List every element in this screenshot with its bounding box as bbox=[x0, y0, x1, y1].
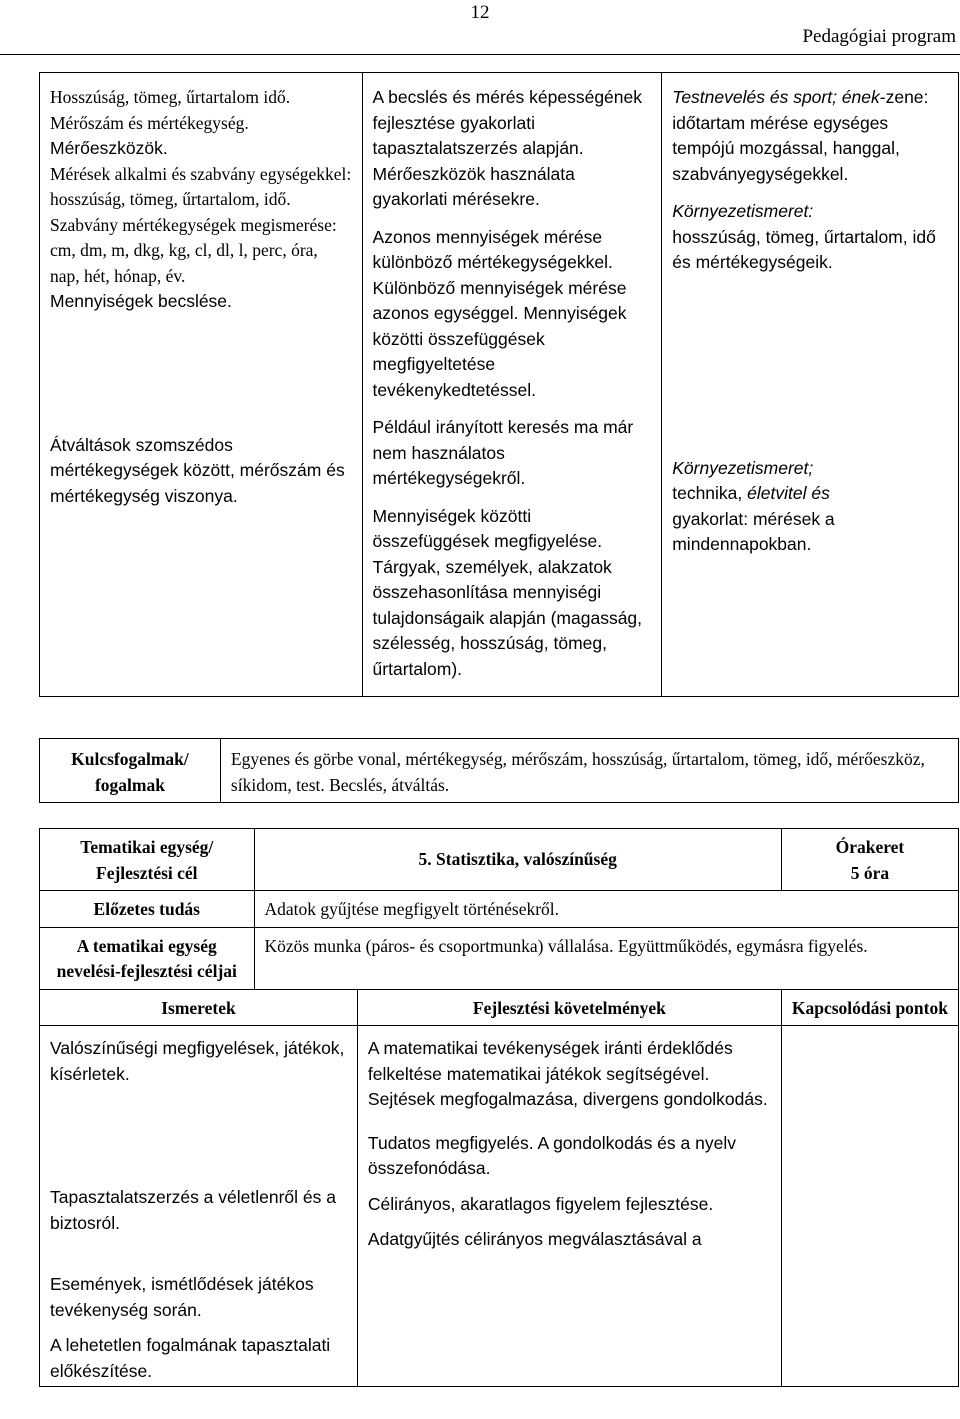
thematic-unit-value: 5. Statisztika, valószínűség bbox=[254, 829, 781, 891]
knowledge-block-1 bbox=[50, 85, 352, 315]
hours-label: Órakeret bbox=[835, 837, 905, 857]
column-header-requirements: Fejlesztési követelmények bbox=[357, 989, 781, 1026]
knowledge-block-2: Átváltások szomszédos mértékegységek között, mérőszám és mértékegység viszonya. bbox=[50, 434, 345, 506]
page-number: 12 bbox=[470, 2, 490, 23]
knowledge-item: Tapasztalatszerzés a véletlenről és a biztosról. bbox=[50, 1187, 336, 1233]
knowledge-line: Mérések alkalmi és szabvány egységekkel: hosszúság, tömeg, űrtartalom, idő. bbox=[50, 163, 352, 209]
knowledge-line: Mennyiségek becslése. bbox=[50, 291, 232, 311]
key-concepts-table bbox=[39, 738, 959, 803]
key-concepts-label: Kulcsfogalmak/ fogalmak bbox=[40, 739, 221, 803]
connection-environment-tech bbox=[672, 456, 948, 558]
header-title: Pedagógiai program bbox=[802, 26, 956, 47]
header-rule bbox=[0, 54, 960, 55]
knowledge-column bbox=[40, 73, 363, 697]
connection-subject: Testnevelés és sport; ének bbox=[672, 87, 880, 107]
requirement-item: Célirányos, akaratlagos figyelem fejlesztése. bbox=[367, 1193, 714, 1214]
connection-text: technika, bbox=[672, 483, 743, 503]
knowledge-column bbox=[40, 1026, 358, 1387]
prerequisite-value: Adatok gyűjtése megfigyelt történésekről. bbox=[254, 891, 958, 928]
connection-subject: Környezetismeret: bbox=[672, 201, 814, 221]
requirement-item: A matematikai tevékenységek iránti érdeklődés felkeltése matematikai játékok segítségével. Sejtések megfogalmazása, divergens gondolkodás. bbox=[367, 1038, 768, 1109]
column-header-knowledge: Ismeretek bbox=[40, 989, 358, 1026]
key-concepts-text: Egyenes és görbe vonal, mértékegység, mérőszám, hosszúság, űrtartalom, tömeg, idő, mérőeszköz, síkidom, test. Becslés, átváltás. bbox=[220, 739, 958, 803]
measurement-table bbox=[39, 72, 959, 697]
knowledge-item: Valószínűségi megfigyelések, játékok, kísérletek. bbox=[50, 1038, 345, 1084]
hours-cell bbox=[781, 829, 958, 891]
goals-label: A tematikai egység nevelési-fejlesztési céljai bbox=[40, 927, 255, 989]
knowledge-item: A lehetetlen fogalmának tapasztalati előkészítése. bbox=[50, 1335, 331, 1381]
column-header-connections: Kapcsolódási pontok bbox=[781, 989, 958, 1026]
prerequisite-label: Előzetes tudás bbox=[40, 891, 255, 928]
knowledge-line: Mérőeszközök. bbox=[50, 138, 168, 158]
requirements-block-2: Azonos mennyiségek mérése különböző mértékegységekkel. Különböző mennyiségek mérése azonos egységgel. Mennyiségek közötti összefüggések megfigyeltetése tevékenykedtetéssel. bbox=[372, 226, 627, 400]
knowledge-line: Hosszúság, tömeg, űrtartalom idő. bbox=[50, 87, 291, 107]
requirements-block-3: Például irányított keresés ma már nem használatos mértékegységekről. bbox=[372, 417, 634, 488]
knowledge-line: Mérőszám és mértékegység. bbox=[50, 112, 249, 133]
connection-text: gyakorlat: mérések a mindennapokban. bbox=[672, 508, 835, 554]
connections-column bbox=[781, 1026, 958, 1387]
connection-text: -zene: időtartam mérése egységes tempójú mozgással, hanggal, szabványegységekkel. bbox=[672, 87, 929, 184]
statistics-unit-table bbox=[39, 828, 959, 1387]
connection-subject: életvitel és bbox=[747, 483, 830, 503]
connections-column bbox=[662, 73, 959, 697]
requirements-column bbox=[362, 73, 662, 697]
connection-subject: Környezetismeret; bbox=[672, 457, 814, 478]
connection-text: hosszúság, tömeg, űrtartalom, idő és mértékegységeik. bbox=[672, 226, 936, 272]
connection-environment bbox=[672, 199, 948, 276]
requirements-block-1: A becslés és mérés képességének fejlesztése gyakorlati tapasztalatszerzés alapján. Mérőeszközök használata gyakorlati mérésekre. bbox=[372, 87, 643, 209]
requirement-item: Adatgyűjtés célirányos megválasztásával a bbox=[367, 1229, 702, 1249]
connection-pe-music bbox=[672, 85, 948, 187]
hours-value: 5 óra bbox=[850, 862, 890, 883]
requirements-column bbox=[357, 1026, 781, 1387]
requirement-item: Tudatos megfigyelés. A gondolkodás és a nyelv összefonódása. bbox=[367, 1132, 736, 1178]
thematic-unit-label: Tematikai egység/ Fejlesztési cél bbox=[40, 829, 255, 891]
goals-value: Közös munka (páros- és csoportmunka) vállalása. Együttműködés, egymásra figyelés. bbox=[254, 927, 958, 989]
knowledge-item: Események, ismétlődések játékos tevékenység során. bbox=[50, 1274, 314, 1320]
requirements-block-4: Mennyiségek közötti összefüggések megfigyelése. Tárgyak, személyek, alakzatok összehasonlítása mennyiségi tulajdonságaik alapján (magasság, szélesség, hosszúság, tömeg, űrtartalom). bbox=[372, 505, 643, 679]
knowledge-line: Szabvány mértékegységek megismerése: cm, dm, m, dkg, kg, cl, dl, l, perc, óra, nap, hét, hónap, év. bbox=[50, 214, 337, 286]
